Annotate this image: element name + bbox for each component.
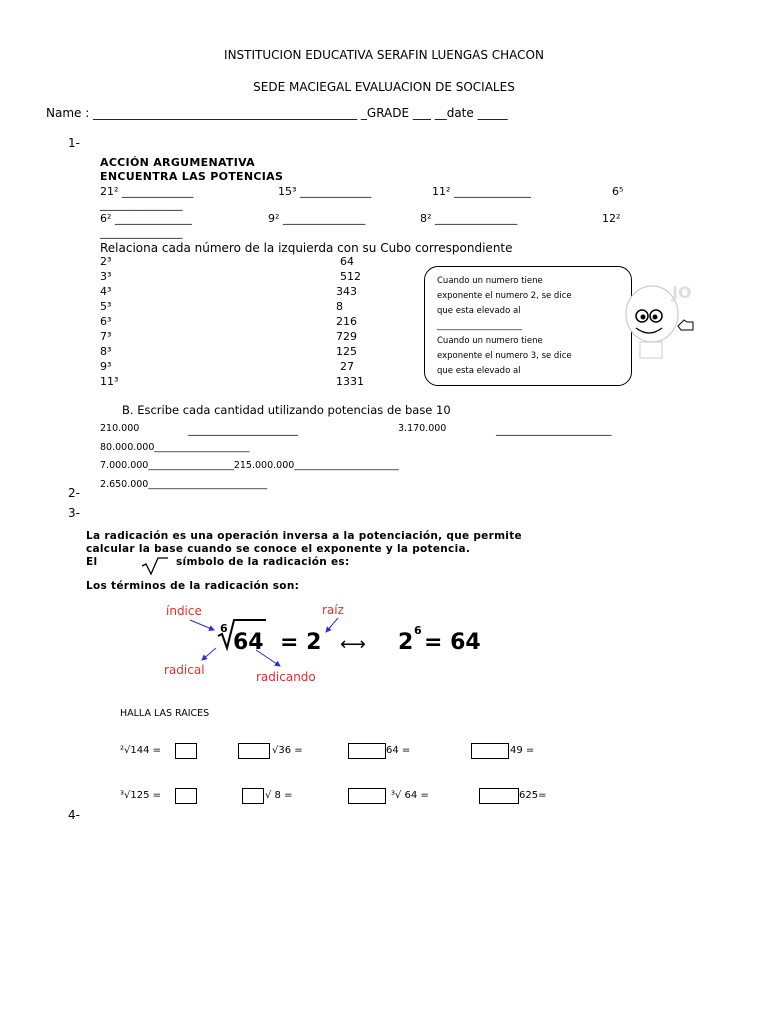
root-exercise: 64 = — [386, 745, 411, 756]
section-b-title: B. Escribe cada cantidad utilizando potencias de base 10 — [122, 403, 451, 417]
q1-title-accion: ACCIÓN ARGUMENATIVA — [100, 156, 255, 169]
institution-title: INSTITUCION EDUCATIVA SERAFIN LUENGAS CHACON — [224, 48, 544, 62]
answer-box[interactable] — [175, 743, 197, 759]
root-result: = 2 — [280, 630, 322, 655]
quantity-answer-line: ____________________ — [188, 423, 298, 436]
svg-text:JO: JO — [672, 283, 692, 302]
root-exercise: ³√125 = — [120, 790, 162, 801]
radication-terms-title: Los términos de la radicación son: — [86, 580, 300, 592]
power-base: 2 — [398, 630, 414, 655]
speech-bubble — [424, 266, 632, 386]
power-item: 15³ _____________ — [278, 185, 372, 198]
answer-box[interactable] — [175, 788, 197, 804]
power-item: 21² _____________ — [100, 185, 194, 198]
index-box[interactable] — [348, 743, 386, 759]
radical-symbol-icon — [140, 556, 170, 576]
q1-title-encuentra: ENCUENTRA LAS POTENCIAS — [100, 170, 284, 183]
power-item: 6⁵ — [612, 185, 624, 198]
quantity-item: 210.000 — [100, 423, 140, 434]
sede-title: SEDE MACIEGAL EVALUACION DE SOCIALES — [253, 80, 515, 94]
cube-base: 6³ — [100, 315, 112, 328]
question-1-number: 1- — [68, 136, 80, 150]
bubble-line: Cuando un numero tiene — [437, 276, 543, 286]
cube-value: 8 — [336, 300, 343, 313]
label-radicando: radicando — [256, 670, 316, 684]
label-indice: índice — [166, 604, 202, 618]
root-exercise: √ 8 = — [265, 790, 293, 801]
bubble-line: ____________________ — [437, 321, 522, 331]
label-radical: radical — [164, 663, 205, 677]
radication-symbol-text: símbolo de la radicación es: — [176, 556, 350, 568]
quantity-answer-line: _____________________ — [496, 423, 612, 436]
relate-instructions: Relaciona cada número de la izquierda con su Cubo correspondiente — [100, 241, 513, 255]
root-index: 6 — [220, 622, 228, 635]
root-exercise: 49 = — [510, 745, 535, 756]
cube-value: 512 — [340, 270, 361, 283]
question-3-number: 3- — [68, 506, 80, 520]
quantity-item: 7.000.000__________________215.000.000______________________ — [100, 460, 399, 471]
index-box[interactable] — [471, 743, 509, 759]
label-raiz: raíz — [322, 603, 344, 617]
power-item: 12² — [602, 212, 621, 225]
power-item: 6² ______________ — [100, 212, 192, 225]
cube-base: 8³ — [100, 345, 112, 358]
radication-symbol-label: El — [86, 556, 98, 568]
power-item: 9² _______________ — [268, 212, 366, 225]
cube-base: 2³ — [100, 255, 112, 268]
radication-definition-1: La radicación es una operación inversa a la potenciación, que permite — [86, 530, 522, 542]
double-arrow-icon: ⟷ — [340, 634, 366, 655]
find-roots-title: HALLA LAS RAICES — [120, 708, 210, 719]
quantity-item: 2.650.000_________________________ — [100, 479, 268, 490]
root-exercise: 625= — [519, 790, 547, 801]
power-item-continuation: _______________ — [100, 198, 183, 211]
cube-base: 4³ — [100, 285, 112, 298]
cube-value: 125 — [336, 345, 357, 358]
index-box[interactable] — [242, 788, 264, 804]
quantity-item: 3.170.000 — [398, 423, 447, 434]
cube-base: 7³ — [100, 330, 112, 343]
question-4-number: 4- — [68, 808, 80, 822]
bubble-line: Cuando un numero tiene — [437, 336, 543, 346]
bubble-line: exponente el numero 2, se dice — [437, 291, 572, 301]
cube-base: 11³ — [100, 375, 119, 388]
radication-definition-2: calcular la base cuando se conoce el exponente y la potencia. — [86, 543, 471, 555]
root-exercise: ²√144 = — [120, 745, 162, 756]
bubble-line: exponente el numero 3, se dice — [437, 351, 572, 361]
quantity-item: 80.000.000____________________ — [100, 442, 250, 453]
index-box[interactable] — [238, 743, 270, 759]
bubble-line: que esta elevado al — [437, 306, 521, 316]
cube-base: 5³ — [100, 300, 112, 313]
cube-base: 3³ — [100, 270, 112, 283]
question-2-number: 2- — [68, 486, 80, 500]
index-box[interactable] — [479, 788, 519, 804]
root-exercise: √36 = — [272, 745, 303, 756]
power-item: 11² ______________ — [432, 185, 531, 198]
power-exponent: 6 — [414, 624, 422, 637]
cube-value: 27 — [340, 360, 354, 373]
lightbulb-character-icon — [622, 274, 704, 374]
index-box[interactable] — [348, 788, 386, 804]
cube-value: 343 — [336, 285, 357, 298]
cube-value: 729 — [336, 330, 357, 343]
cube-value: 1331 — [336, 375, 364, 388]
name-grade-date-line: Name : ____________________________________________ _GRADE ___ __date _____ — [46, 106, 508, 120]
power-item: 8² _______________ — [420, 212, 518, 225]
bubble-line: que esta elevado al — [437, 366, 521, 376]
cube-value: 216 — [336, 315, 357, 328]
cube-base: 9³ — [100, 360, 112, 373]
cube-value: 64 — [340, 255, 354, 268]
power-item-continuation: _______________ — [100, 226, 183, 239]
root-exercise: ³√ 64 = — [391, 790, 429, 801]
power-result: = 64 — [424, 630, 481, 655]
radicand: 64 — [233, 630, 264, 655]
